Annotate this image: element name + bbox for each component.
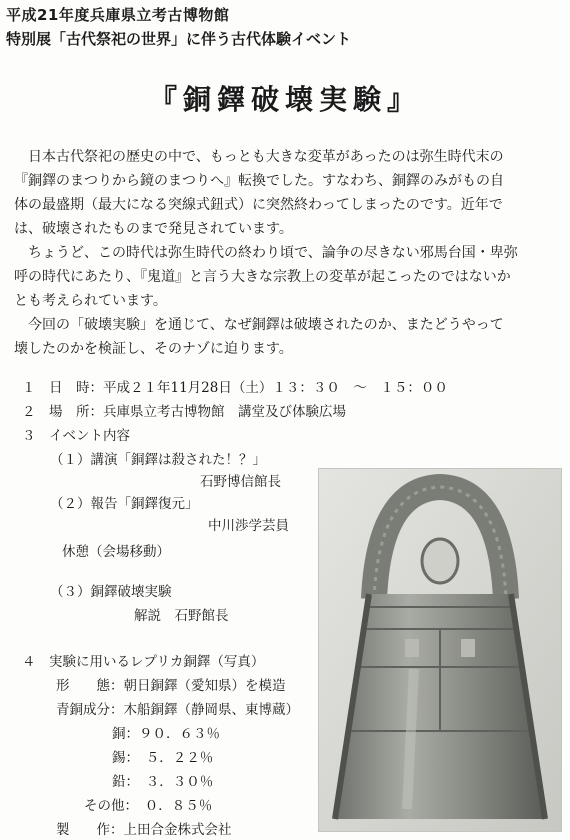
header-museum-line: 平成21年度兵庫県立考古博物館 — [6, 6, 230, 24]
intro-line: は、破壊されたものまで発見されています。 — [14, 221, 293, 237]
program-report-speaker: 中川渉学芸員 — [208, 518, 289, 534]
program-lecture: （１）講演「銅鐸は殺された！？」 — [50, 452, 266, 468]
item-replica: ４ 実験に用いるレプリカ銅鐸（写真） — [22, 654, 265, 670]
composition-tin: 錫： ５．２２％ — [112, 750, 214, 766]
composition-other: その他： ０．８５％ — [84, 798, 213, 814]
item-datetime: １ 日 時：平成２１年11月28日（土）１３：３０ ～ １５：００ — [22, 380, 448, 396]
intro-line: 体の最盛期（最大になる突線式鈕式）に突然終わってしまったのです。近年で — [14, 197, 503, 213]
program-experiment-commentary: 解説 石野館長 — [134, 608, 229, 624]
intro-line: 今回の「破壊実験」を通じて、なぜ銅鐸は破壊されたのか、またどうやって — [14, 317, 504, 333]
program-lecture-speaker: 石野博信館長 — [200, 474, 281, 490]
replica-bell-photo — [318, 468, 562, 832]
program-break: 休憩（会場移動） — [62, 544, 170, 560]
intro-line: とも考えられています。 — [14, 293, 167, 309]
page-title: 『銅鐸破壊実験』 — [148, 83, 421, 116]
item-event-contents: ３ イベント内容 — [22, 428, 130, 444]
intro-line: 『銅鐸のまつりから鏡のまつりへ』転換でした。すなわち、銅鐸のみがもの自 — [14, 173, 504, 189]
intro-line: 呼の時代にあたり、『鬼道』と言う大きな宗教上の変革が起こったのではないか — [14, 269, 511, 285]
program-experiment: （３）銅鐸破壊実験 — [50, 584, 172, 600]
item-venue: ２ 場 所：兵庫県立考古博物館 講堂及び体験広場 — [22, 404, 346, 420]
header-exhibition-line: 特別展「古代祭祀の世界」に伴う古代体験イベント — [6, 30, 352, 48]
replica-shape: 形 態：朝日銅鐸（愛知県）を模造 — [56, 678, 286, 694]
composition-lead: 鉛： ３．３０％ — [112, 774, 214, 790]
intro-line: ちょうど、この時代は弥生時代の終わり頃で、論争の尽きない邪馬台国・卑弥 — [14, 245, 518, 261]
replica-maker: 製 作：上田合金株式会社 — [56, 822, 232, 838]
intro-line: 壊したのかを検証し、そのナゾに迫ります。 — [14, 341, 293, 357]
program-report: （２）報告「銅鐸復元」 — [50, 496, 199, 512]
intro-line: 日本古代祭祀の歴史の中で、もっとも大きな変革があったのは弥生時代末の — [28, 149, 504, 165]
composition-copper: 銅：９０．６３％ — [112, 726, 220, 742]
replica-composition: 青銅成分：木船銅鐸（静岡県、東博蔵） — [56, 702, 299, 718]
